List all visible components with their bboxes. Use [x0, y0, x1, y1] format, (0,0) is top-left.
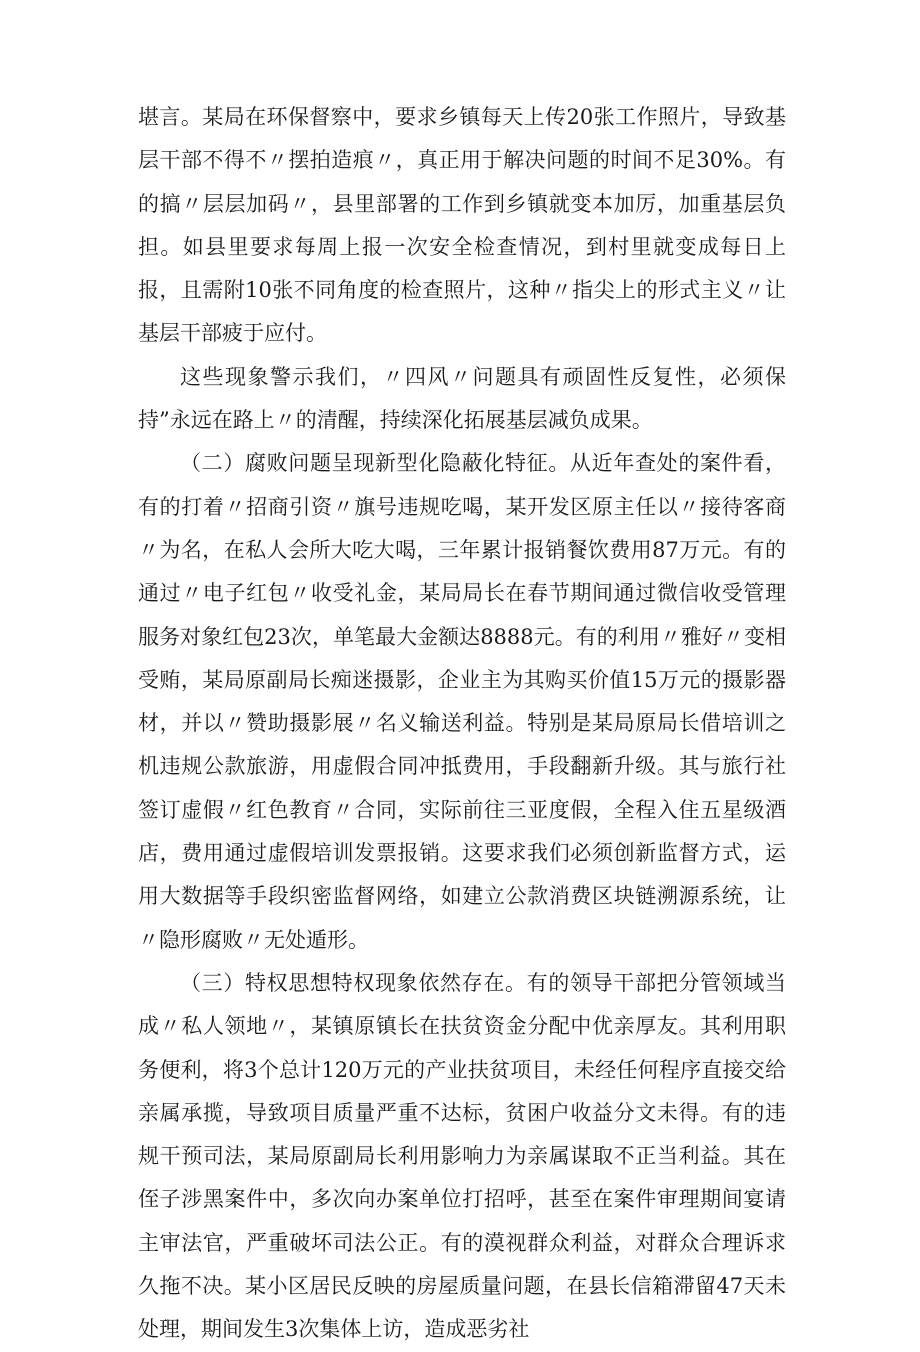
paragraph-warning: 这些现象警示我们，〃四风〃问题具有顽固性反复性，必须保持”永远在路上〃的清醒，持续深化拓展基层减负成果。 [138, 364, 786, 433]
paragraph-corruption: （二）腐败问题呈现新型化隐蔽化特征。从近年查处的案件看，有的打着〃招商引资〃旗号违规吃喝，某开发区原主任以〃接待客商〃为名，在私人会所大吃大喝，三年累计报销餐饮费用87万元。有的通过〃电子红包〃收受礼金，某局局长在春节期间通过微信收受管理服务对象红包23次，单笔最大金额达8888元。有的利用〃雅好〃变相受贿，某局原副局长痴迷摄影，企业主为其购买价值15万元的摄影器材，并以〃赞助摄影展〃名义输送利益。特别是某局原局长借培训之机违规公款旅游，用虚假合同冲抵费用，手段翻新升级。其与旅行社签订虚假〃红色教育〃合同，实际前往三亚度假，全程入住五星级酒店，费用通过虚假培训发票报销。这要求我们必须创新监督方式，运用大数据等手段织密监督网络，如建立公款消费区块链溯源系统，让〃隐形腐败〃无处遁形。 [138, 451, 786, 952]
document-body [138, 96, 786, 1352]
paragraph-continuation: 堪言。某局在环保督察中，要求乡镇每天上传20张工作照片，导致基层干部不得不〃摆拍造痕〃，真正用于解决问题的时间不足30%。有的搞〃层层加码〃，县里部署的工作到乡镇就变本加厉，加重基层负担。如县里要求每周上报一次安全检查情况，到村里就变成每日上报，且需附10张不同角度的检查照片，这种〃指尖上的形式主义〃让基层干部疲于应付。 [138, 105, 786, 346]
paragraph-privilege: （三）特权思想特权现象依然存在。有的领导干部把分管领域当成〃私人领地〃，某镇原镇长在扶贫资金分配中优亲厚友。其利用职务便利，将3个总计120万元的产业扶贫项目，未经任何程序直接交给亲属承揽，导致项目质量严重不达标，贫困户收益分文未得。有的违规干预司法，某局原副局长利用影响力为亲属谋取不正当利益。其在侄子涉黑案件中，多次向办案单位打招呼，甚至在案件审理期间宴请主审法官，严重破坏司法公正。有的漠视群众利益，对群众合理诉求久拖不决。某小区居民反映的房屋质量问题，在县长信箱滞留47天未处理，期间发生3次集体上访，造成恶劣社 [138, 970, 786, 1342]
